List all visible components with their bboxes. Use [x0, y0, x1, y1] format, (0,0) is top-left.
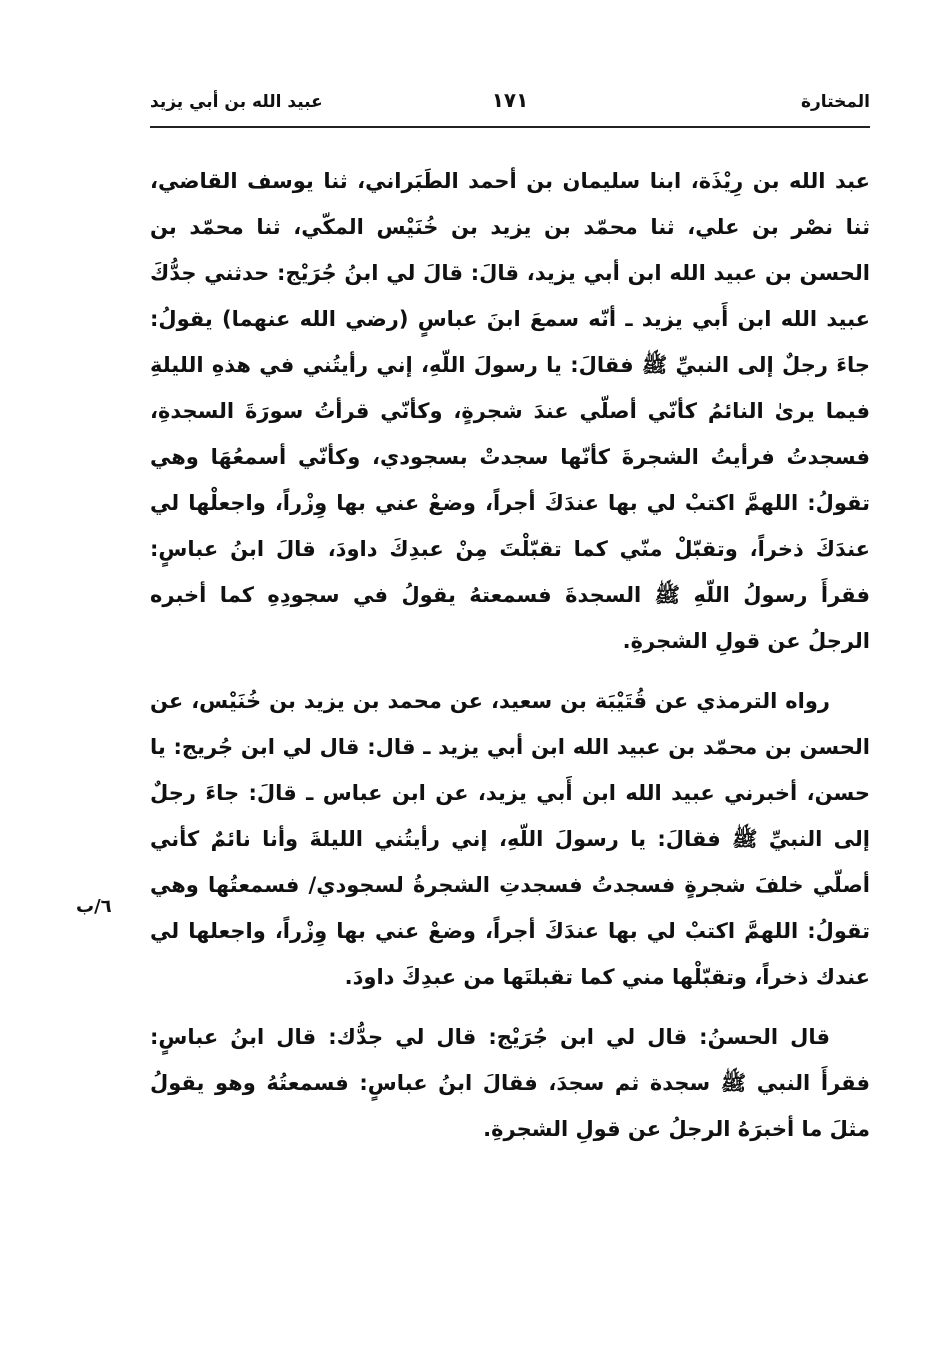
manuscript-folio-note: ٦/ب [76, 896, 112, 917]
page-body [150, 158, 870, 1152]
header-divider [150, 126, 870, 128]
page-header [150, 88, 870, 124]
paragraph-hadith-chain: عبد الله بن رِيْذَة، ابنا سليمان بن أحمد الطَبَراني، ثنا يوسف القاضي، ثنا نصْر بن علي، ثنا محمّد بن يزيد بن خُنَيْس المكّي، ثنا محمّد بن الحسن بن عبيد الله ابن أبي يزيد، قالَ: قالَ لي ابنُ جُرَيْج: حدثني جدُّكَ عبيد الله ابن أَبي يزيد ـ أنّه سمعَ ابنَ عباسٍ (رضي الله عنهما) يقولُ: جاءَ رجلٌ إلى النبيِّ ﷺ فقالَ: يا رسولَ اللّهِ، إني رأيتُني في هذهِ الليلةِ فيما يرىٰ النائمُ كأنّي أصلّي عندَ شجرةٍ، وكأنّي قرأتُ سورَةَ السجدةِ، فسجدتُ فرأيتُ الشجرةَ كأنّها سجدتْ بسجودي، وكأنّي أسمعُهَا وهي تقولُ: اللهمَّ اكتبْ لي بها عندَكَ أجراً، وضعْ عني بها وِزْراً، واجعلْها لي عندَكَ ذخراً، وتقبّلْ منّي كما تقبّلْتَ مِنْ عبدِكَ داودَ، قالَ ابنُ عباسٍ: فقرأَ رسولُ اللّهِ ﷺ السجدةَ فسمعتهُ يقولُ في سجودِهِ كما أخبره الرجلُ عن قولِ الشجرةِ. [150, 169, 870, 653]
paragraph-hasan-narration: قال الحسنُ: قال لي ابن جُرَيْج: قال لي جدُّك: قال ابنُ عباسٍ: فقرأَ النبي ﷺ سجدة ثم سجدَ، فقالَ ابنُ عباسٍ: فسمعتُهُ وهو يقولُ مثلَ ما أخبرَهُ الرجلُ عن قولِ الشجرةِ. [150, 1025, 870, 1141]
book-title: المختارة [800, 92, 870, 112]
chapter-title: عبيد الله بن أبي يزيد [150, 92, 323, 112]
paragraph-tirmidhi-narration: رواه الترمذي عن قُتَيْبَة بن سعيد، عن محمد بن يزيد بن خُنَيْس، عن الحسن بن محمّد بن عبيد الله ابن أبي يزيد ـ قال: قال لي ابن جُريج: يا حسن، أخبرني عبيد الله ابن أَبي يزيد، عن ابن عباس ـ قالَ: جاءَ رجلٌ إلى النبيِّ ﷺ فقالَ: يا رسولَ اللّهِ، إني رأيتُني الليلةَ وأنا نائمٌ كأني أصلّي خلفَ شجرةٍ فسجدتُ فسجدتِ الشجرةُ لسجودي/ فسمعتُها وهي تقولُ: اللهمَّ اكتبْ لي بها عندَكَ أجراً، وضعْ عني بها وِزْراً، واجعلها لي عندك ذخراً، وتقبّلْها مني كما تقبلتَها من عبدِكَ داودَ. [150, 689, 870, 989]
page-number: ١٧١ [491, 88, 529, 112]
